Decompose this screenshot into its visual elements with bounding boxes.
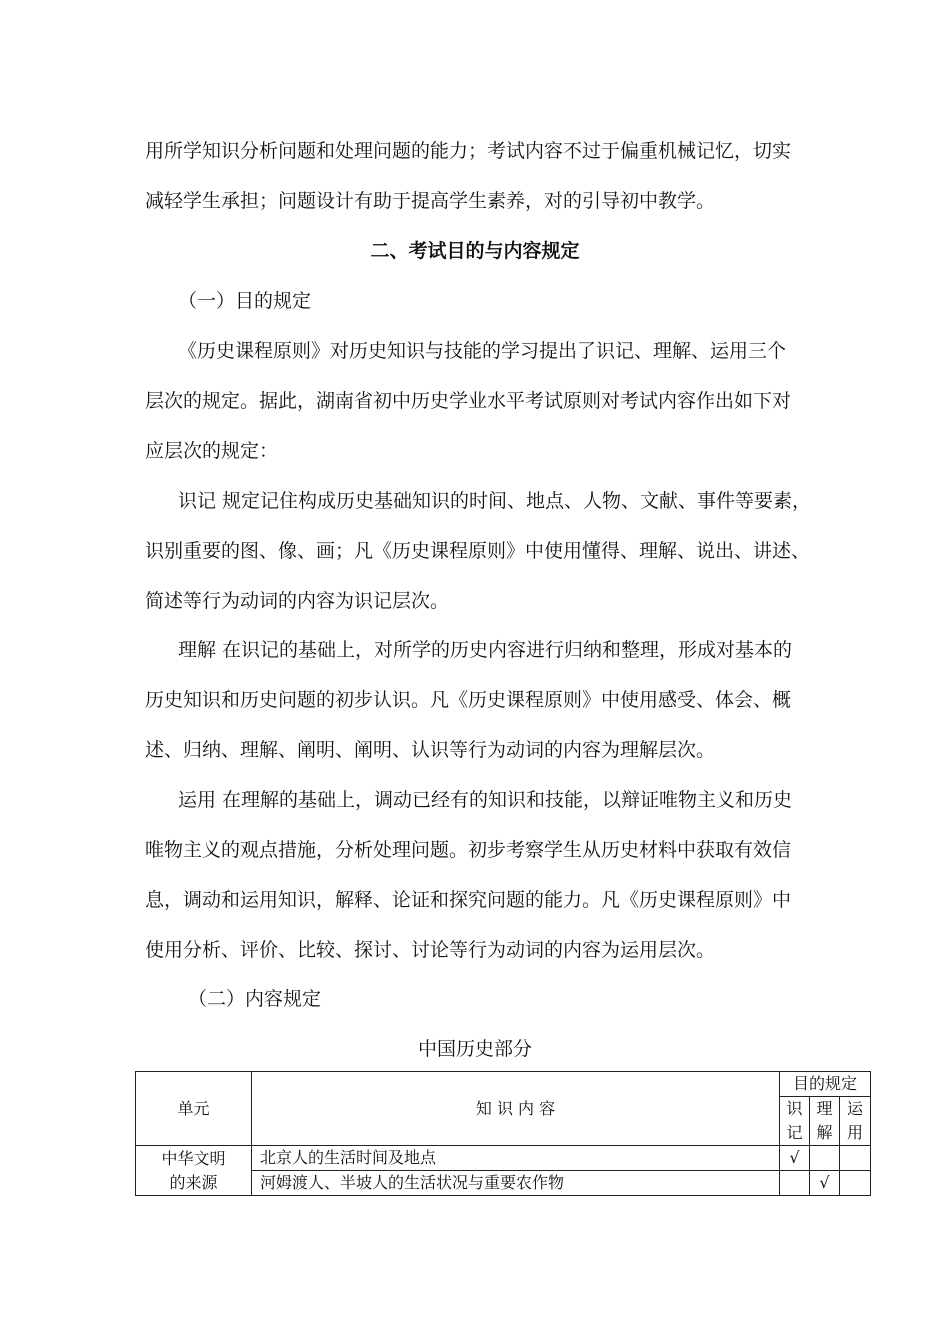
apply-cell: [840, 1146, 871, 1171]
content-cell: 北京人的生活时间及地点: [252, 1146, 780, 1171]
paragraph-understand-line-1: 理解 在识记的基础上，对所学的历史内容进行归纳和整理，形成对基本的: [178, 639, 793, 661]
header-level-apply-char-2: 用: [846, 1123, 863, 1142]
understand-cell: [810, 1146, 840, 1171]
paragraph-1-line-1: 《历史课程原则》对历史知识与技能的学习提出了识记、理解、运用三个: [178, 340, 787, 362]
table-header-row: [136, 1072, 871, 1097]
header-level-understand-char-2: 解: [816, 1123, 833, 1142]
paragraph-apply-line-3: 息，调动和运用知识，解释、论证和探究问题的能力。凡《历史课程原则》中: [145, 889, 792, 911]
recall-cell: √: [780, 1146, 810, 1171]
paragraph-understand-line-3: 述、归纳、理解、阐明、阐明、认识等行为动词的内容为理解层次。: [145, 739, 716, 761]
unit-name-line-2: 的来源: [169, 1172, 218, 1192]
paragraph-apply-line-4: 使用分析、评价、比较、探讨、讨论等行为动词的内容为运用层次。: [145, 939, 716, 961]
paragraph-recall-line-2: 识别重要的图、像、画；凡《历史课程原则》中使用懂得、理解、说出、讲述、: [145, 540, 811, 562]
unit-name-line-1: 中华文明: [161, 1148, 226, 1168]
paragraph-understand-line-2: 历史知识和历史问题的初步认识。凡《历史课程原则》中使用感受、体会、概: [145, 689, 792, 711]
header-level-recall-char-1: 识: [786, 1099, 803, 1118]
header-level-apply-char-1: 运: [846, 1099, 863, 1118]
paragraph-apply-line-2: 唯物主义的观点措施，分析处理问题。初步考察学生从历史材料中获取有效信: [145, 839, 792, 861]
table-row: [136, 1146, 871, 1171]
subsection-heading-content: （二）内容规定: [188, 988, 322, 1010]
paragraph-1-line-3: 应层次的规定：: [145, 440, 279, 462]
table-caption: 中国历史部分: [417, 1038, 532, 1060]
recall-cell: [780, 1171, 810, 1196]
intro-line-2: 减轻学生承担；问题设计有助于提高学生素养，对的引导初中教学。: [145, 190, 716, 212]
content-cell: 河姆渡人、半坡人的生活状况与重要农作物: [252, 1171, 780, 1196]
paragraph-recall-line-3: 简述等行为动词的内容为识记层次。: [145, 590, 450, 612]
header-level-apply: [840, 1097, 871, 1146]
header-level-understand-char-1: 理: [816, 1099, 833, 1118]
apply-cell: [840, 1171, 871, 1196]
header-level-recall: [780, 1097, 810, 1146]
unit-cell: [136, 1146, 252, 1196]
header-content: 知 识 内 容: [252, 1072, 780, 1146]
header-goal: 目的规定: [780, 1072, 871, 1097]
intro-line-1: 用所学知识分析问题和处理问题的能力；考试内容不过于偏重机械记忆，切实: [145, 140, 792, 162]
paragraph-apply-line-1: 运用 在理解的基础上，调动已经有的知识和技能，以辩证唯物主义和历史: [178, 789, 793, 811]
understand-cell: √: [810, 1171, 840, 1196]
subsection-heading-goals: （一）目的规定: [178, 290, 312, 312]
section-heading: 二、考试目的与内容规定: [370, 240, 580, 262]
header-level-understand: [810, 1097, 840, 1146]
header-level-recall-char-2: 记: [786, 1123, 803, 1142]
paragraph-1-line-2: 层次的规定。据此，湖南省初中历史学业水平考试原则对考试内容作出如下对: [145, 390, 792, 412]
content-requirements-table: [135, 1071, 871, 1196]
header-unit: 单元: [136, 1072, 252, 1146]
paragraph-recall-line-1: 识记 规定记住构成历史基础知识的时间、地点、人物、文献、事件等要素，: [178, 490, 812, 512]
